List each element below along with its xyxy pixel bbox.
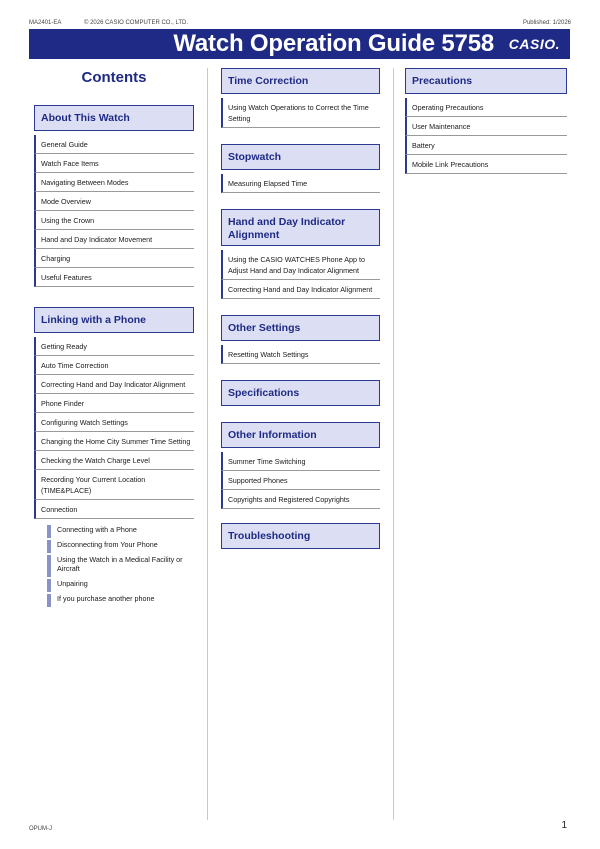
toc-link[interactable]: Mobile Link Precautions xyxy=(405,155,567,174)
toc-link[interactable]: Configuring Watch Settings xyxy=(34,413,194,432)
toc-link[interactable]: Charging xyxy=(34,249,194,268)
toc-sublink[interactable]: Unpairing xyxy=(47,579,194,592)
toc-sublink[interactable]: Disconnecting from Your Phone xyxy=(47,540,194,553)
toc-link[interactable]: Phone Finder xyxy=(34,394,194,413)
section-linking-with-a-phone[interactable]: Linking with a Phone xyxy=(34,307,194,333)
toc-link[interactable]: Using the CASIO WATCHES Phone App to Adjust Hand and Day Indicator Alignment xyxy=(221,250,380,280)
section-troubleshooting[interactable]: Troubleshooting xyxy=(221,523,380,549)
footer-code: OPUM-J xyxy=(29,826,52,832)
contents-column-3 xyxy=(405,68,567,174)
toc-link[interactable]: Watch Face Items xyxy=(34,154,194,173)
section-other-settings[interactable]: Other Settings xyxy=(221,315,380,341)
section-stopwatch[interactable]: Stopwatch xyxy=(221,144,380,170)
contents-heading: Contents xyxy=(81,69,147,86)
toc-link[interactable]: Getting Ready xyxy=(34,337,194,356)
toc-link[interactable]: General Guide xyxy=(34,135,194,154)
toc-link[interactable]: Useful Features xyxy=(34,268,194,287)
toc-link[interactable]: Copyrights and Registered Copyrights xyxy=(221,490,380,509)
toc-link[interactable]: Recording Your Current Location (TIME&PLACE) xyxy=(34,470,194,500)
document-code: MA2401-EA xyxy=(29,20,62,26)
section-precautions[interactable]: Precautions xyxy=(405,68,567,94)
toc-sublink[interactable]: Connecting with a Phone xyxy=(47,525,194,538)
toc-link[interactable]: Using Watch Operations to Correct the Time Setting xyxy=(221,98,380,128)
toc-link[interactable]: Using the Crown xyxy=(34,211,194,230)
toc-link[interactable]: Auto Time Correction xyxy=(34,356,194,375)
page-title: Watch Operation Guide 5758 xyxy=(173,30,494,57)
copyright-notice: © 2026 CASIO COMPUTER CO., LTD. xyxy=(84,20,188,26)
title-banner xyxy=(29,29,570,59)
toc-link[interactable]: Hand and Day Indicator Movement xyxy=(34,230,194,249)
toc-link[interactable]: Correcting Hand and Day Indicator Alignment xyxy=(221,280,380,299)
contents-column-1 xyxy=(34,68,194,609)
section-other-information[interactable]: Other Information xyxy=(221,422,380,448)
published-date: Published: 1/2026 xyxy=(522,20,571,26)
column-divider xyxy=(393,68,394,820)
toc-sublink[interactable]: Using the Watch in a Medical Facility or Aircraft xyxy=(47,555,194,577)
toc-link[interactable]: Measuring Elapsed Time xyxy=(221,174,380,193)
toc-link[interactable]: Battery xyxy=(405,136,567,155)
toc-link[interactable]: Correcting Hand and Day Indicator Alignment xyxy=(34,375,194,394)
section-specifications[interactable]: Specifications xyxy=(221,380,380,406)
section-about-this-watch[interactable]: About This Watch xyxy=(34,105,194,131)
toc-sublink[interactable]: If you purchase another phone xyxy=(47,594,194,607)
toc-link[interactable]: Navigating Between Modes xyxy=(34,173,194,192)
toc-link[interactable]: Summer Time Switching xyxy=(221,452,380,471)
page-number: 1 xyxy=(561,820,567,831)
section-hand-and-day-indicator-alignment[interactable]: Hand and Day Indicator Alignment xyxy=(221,209,380,246)
toc-link[interactable]: Connection xyxy=(34,500,194,519)
column-divider xyxy=(207,68,208,820)
spacer xyxy=(34,297,194,307)
toc-link[interactable]: Changing the Home City Summer Time Setting xyxy=(34,432,194,451)
section-time-correction[interactable]: Time Correction xyxy=(221,68,380,94)
toc-link[interactable]: User Maintenance xyxy=(405,117,567,136)
toc-link[interactable]: Supported Phones xyxy=(221,471,380,490)
brand-logo: CASIO. xyxy=(508,36,560,52)
toc-link[interactable]: Operating Precautions xyxy=(405,98,567,117)
toc-link[interactable]: Mode Overview xyxy=(34,192,194,211)
toc-link[interactable]: Checking the Watch Charge Level xyxy=(34,451,194,470)
contents-column-2 xyxy=(221,68,380,553)
toc-link[interactable]: Resetting Watch Settings xyxy=(221,345,380,364)
